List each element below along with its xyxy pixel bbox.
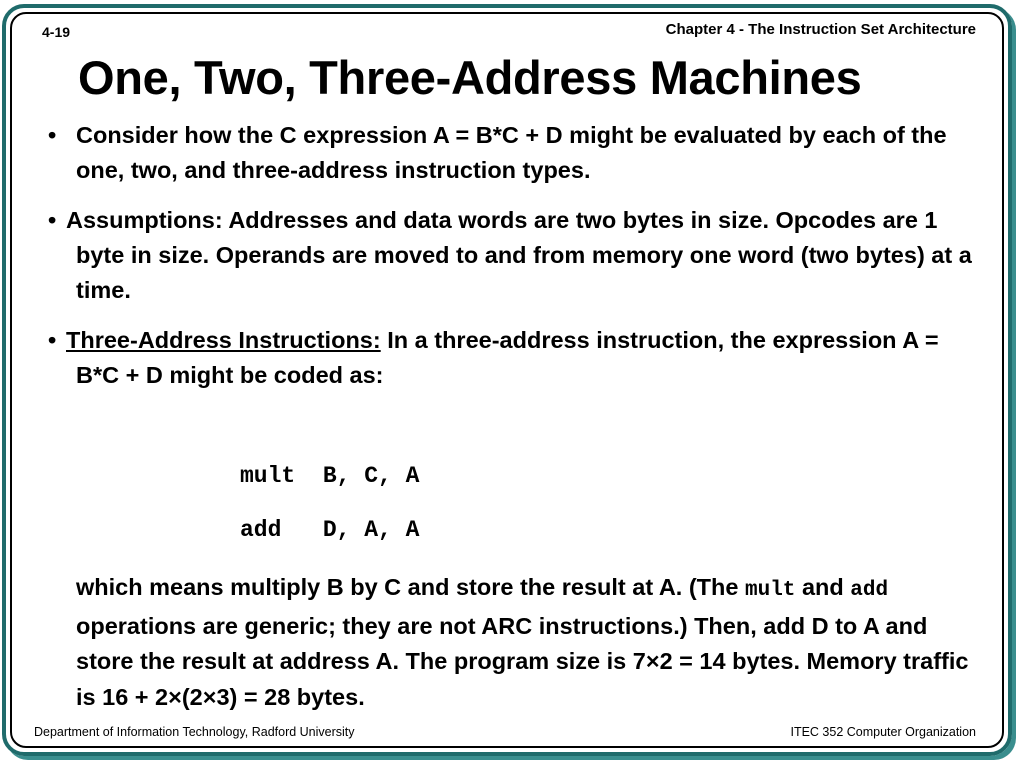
- bullet-item: [48, 118, 988, 188]
- chapter-title: Chapter 4 - The Instruction Set Architecture: [665, 21, 976, 38]
- bullet-marker: •: [48, 327, 57, 353]
- bullet-item: [48, 203, 988, 308]
- bullet-text: Assumptions: Addresses and data words are two bytes in size. Opcodes are 1 byte in size. Operands are moved to and from memory one word (two bytes) at a time.: [66, 207, 972, 303]
- bullet-marker: •: [48, 122, 57, 148]
- code-line: add D, A, A: [240, 517, 420, 543]
- bullet-heading: Three-Address Instructions:: [66, 327, 381, 353]
- footer-department: Department of Information Technology, Radford University: [34, 725, 355, 739]
- code-inline: add: [850, 579, 889, 602]
- bullet-marker: •: [48, 207, 57, 233]
- code-block: [240, 449, 419, 557]
- bullet-item: [48, 323, 988, 393]
- bullet-text: Consider how the C expression A = B*C + D might be evaluated by each of the one, two, and three-address instruction types.: [76, 122, 947, 183]
- page-title: One, Two, Three-Address Machines: [78, 51, 862, 104]
- code-inline: mult: [745, 579, 796, 602]
- footer-course: ITEC 352 Computer Organization: [790, 725, 976, 739]
- explanation-part: which means multiply B by C and store the result at A. (The: [76, 574, 745, 600]
- explanation-part: and: [795, 574, 851, 600]
- explanation-part: operations are generic; they are not ARC instructions.) Then, add D to A and store the result at address A. The program size is 7×2 = 14 bytes. Memory traffic is 16 + 2×(2×3) = 28 bytes.: [76, 612, 969, 710]
- bullet-list: [48, 118, 988, 408]
- bullet-text: In a three-address instruction, the expression A = B*C + D might be coded as:: [76, 327, 939, 388]
- slide-number: 4-19: [42, 24, 71, 40]
- code-line: mult B, C, A: [240, 463, 420, 489]
- explanation-text: [76, 570, 976, 715]
